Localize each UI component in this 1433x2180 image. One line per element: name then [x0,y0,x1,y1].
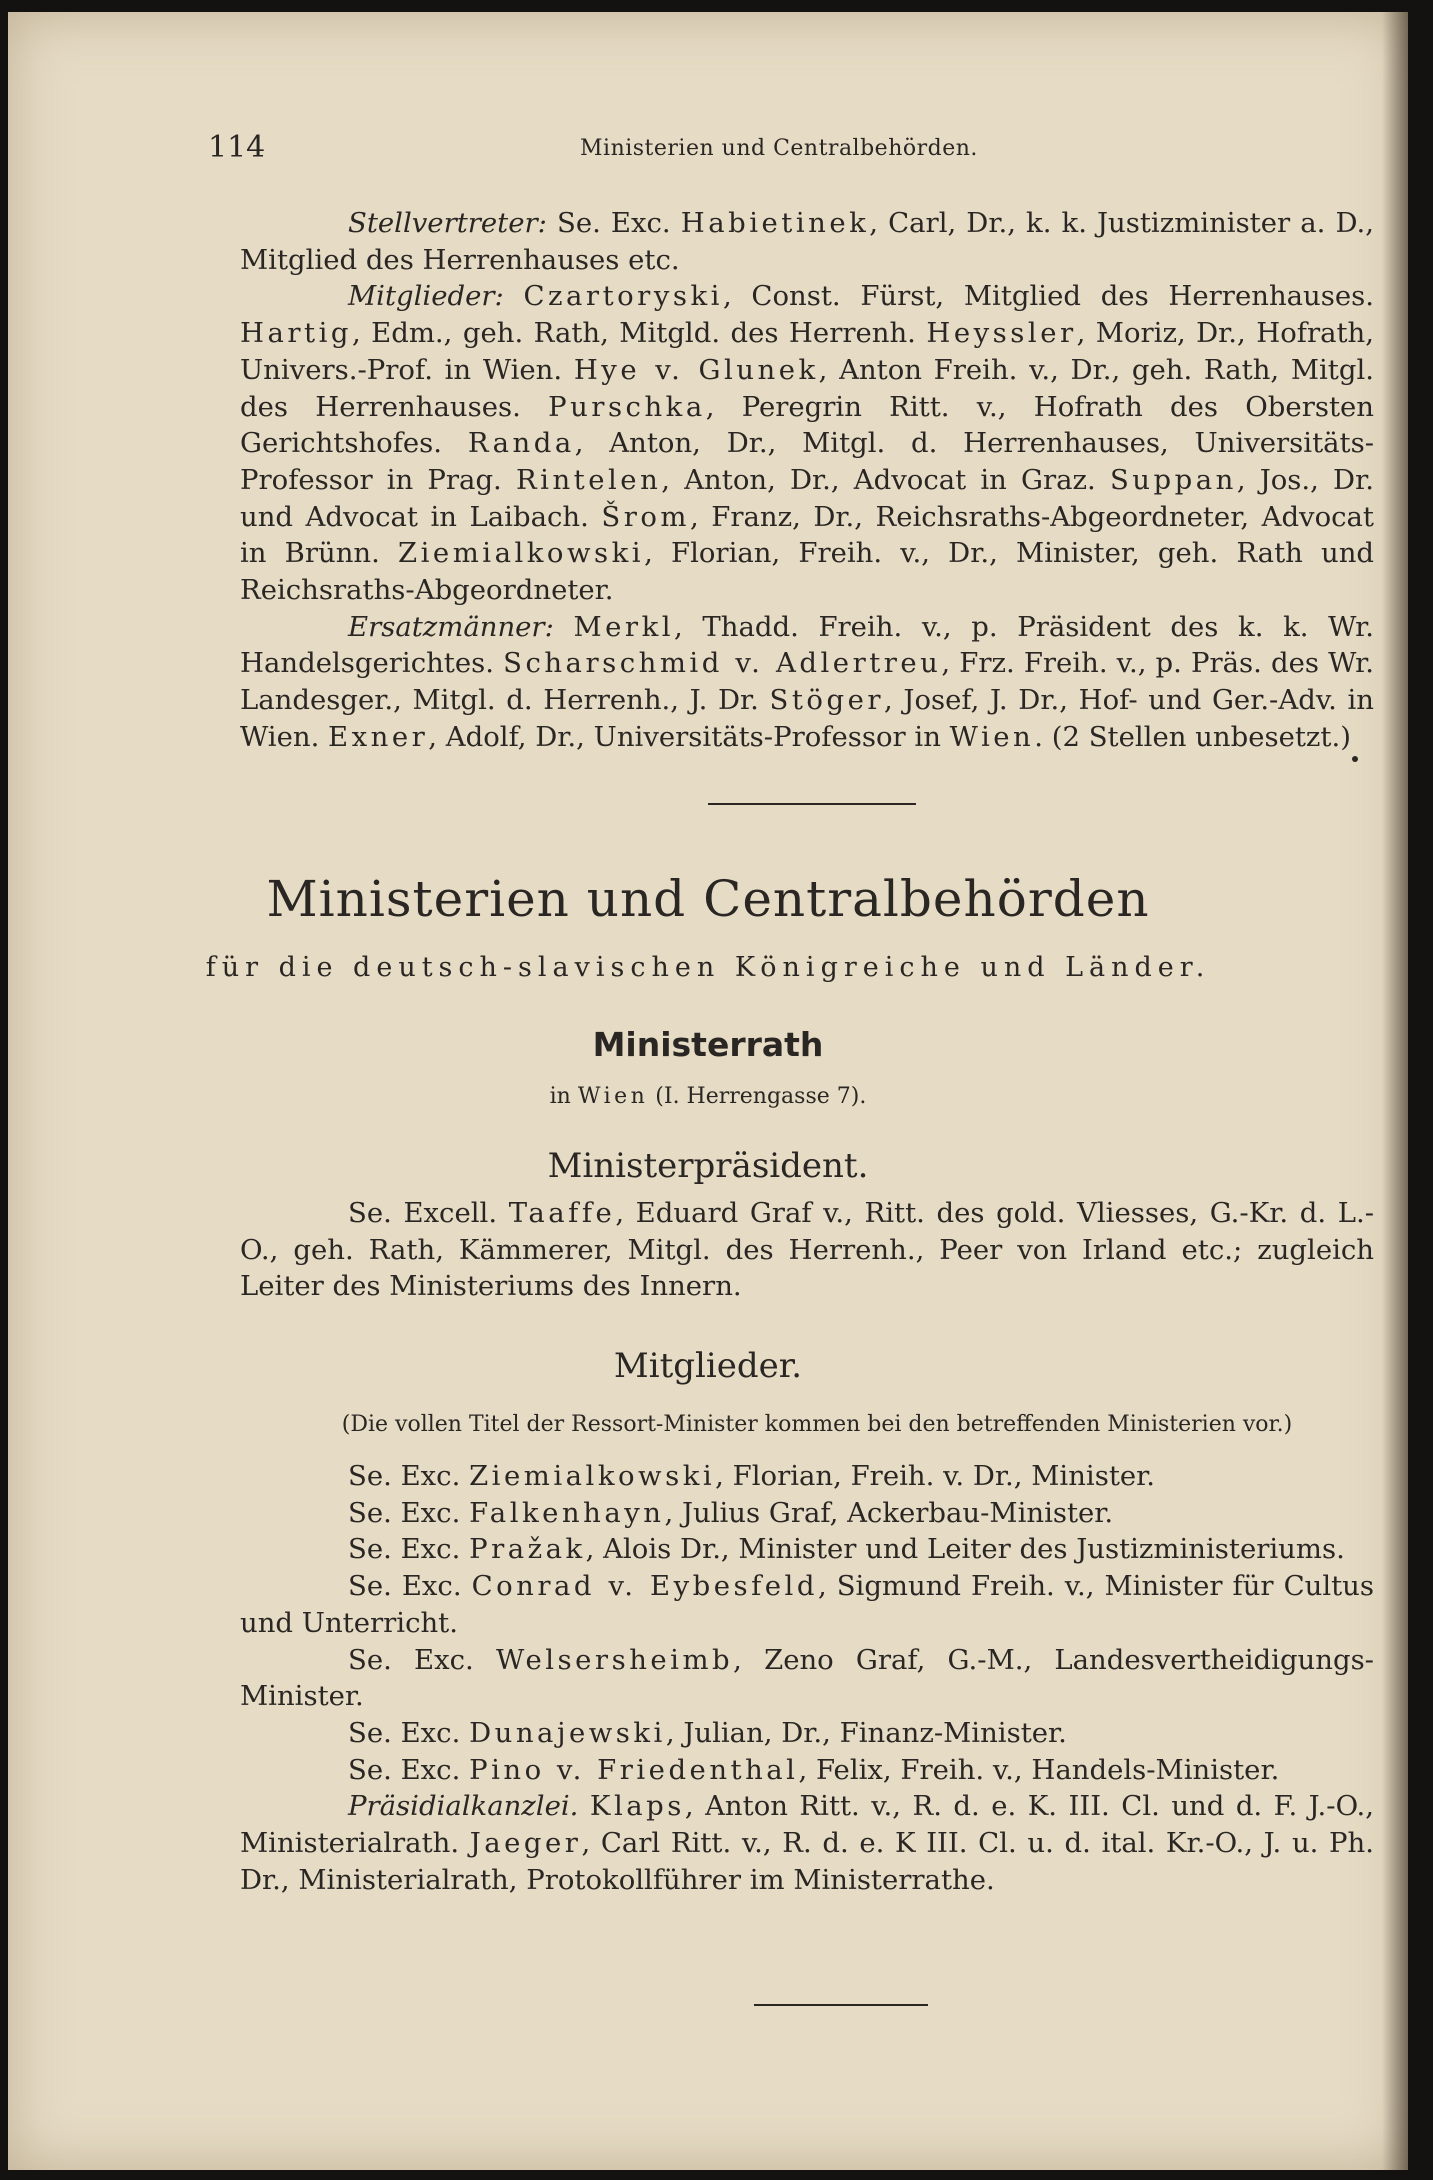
person-name: Conrad v. Eybesfeld [471,1570,818,1603]
text-segment: Se. Exc. [348,1643,496,1676]
text-segment: Se. Exc. [348,1460,470,1492]
text-segment: , Edm., geh. Rath, Mitgld. des Herrenh. [351,317,927,350]
member-entry [240,1752,1374,1789]
running-header [8,130,1408,170]
person-name: Scharschmid v. Adlertreu [503,647,942,680]
text-segment: , Frz. Freih. v., p. Präs. des Wr. Landesger., Mitgl. d. Herrenh., J. Dr. [240,647,1374,717]
text-segment: . (2 Stellen unbesetzt.) [1034,720,1351,753]
text-segment: , Sigmund Freih. v., Minister für Cultus und Unterricht. [240,1570,1374,1639]
text-segment: Se. Excell. [348,1197,509,1229]
text-segment: , Anton, Dr., Mitgl. d. Herrenhauses, Universitäts-Professor in Prag. [240,427,1374,496]
person-name: Heyssler [926,317,1077,350]
text-segment: , Eduard Graf v., Ritt. des gold. Vliesses, G.-Kr. d. L.-O., geh. Rath, Kämmerer, Mitgl. des Herrenh., Peer von Irland etc.; zugleich Leiter des Ministeriums des Innern. [240,1197,1374,1303]
text-segment: , Jos., Dr. und Advocat in Laibach. [240,463,1374,533]
text-segment: , Carl, Dr., k. k. Justizminister a. D., Mitglied des Herrenhauses etc. [240,207,1374,276]
place-name: Wien [949,720,1035,753]
ersatzmaenner-paragraph [240,609,1374,756]
person-name: Rintelen [515,463,662,496]
location-line [8,1084,1408,1109]
mitglieder-label: Mitglieder: [348,280,504,313]
section-divider [708,803,916,805]
person-name: Stöger [769,684,885,717]
person-name: Merkl [573,610,675,643]
running-title: Ministerien und Centralbehörden. [580,136,978,161]
person-name: Pražak [469,1533,586,1566]
person-name: Czartoryski [523,280,723,313]
person-name: Suppan [1109,463,1237,496]
text-segment: , Peregrin Ritt. v., Hofrath des Obersten Gerichtshofes. [240,390,1374,460]
ink-dot [1352,756,1358,762]
person-name: Purschka [548,390,706,423]
text-segment: Se. Exc. [348,1570,472,1603]
text-segment: , Josef, J. Dr., Hof- und Ger.-Adv. in Wien. [240,684,1374,753]
ersatzmaenner-label: Ersatzmänner: [348,610,554,643]
text-segment: (I. Herrengasse 7). [648,1084,867,1109]
text-segment: , Carl Ritt. v., R. d. e. K III. Cl. u. d. ital. Kr.-O., J. u. Ph. Dr., Ministerialrath, Protokollführer im Ministerrathe. [240,1827,1375,1896]
person-name: Randa [467,427,575,460]
person-name: Hartig [240,317,352,350]
ministerpraesident-block [240,1195,1374,1305]
mitglieder-note: (Die vollen Titel der Ressort-Minister kommen bei den betreffenden Ministerien vor.) [341,1412,1293,1437]
text-segment: Se. Exc. [348,1496,470,1529]
text-segment: , Const. Fürst, Mitglied des Herrenhauses. [722,280,1374,313]
text-segment: Se. Exc. [348,1533,470,1566]
text-segment: , Julian, Dr., Finanz-Minister. [665,1716,1067,1749]
member-entry [240,1531,1374,1568]
text-segment: , Florian, Freih. v. Dr., Minister. [715,1460,1156,1492]
top-section [240,205,1374,756]
praesidialkanzlei-label: Präsidialkanzlei. [348,1790,579,1823]
end-divider [754,2004,928,2006]
page-number: 114 [208,130,266,165]
stellvertreter-paragraph [240,205,1374,278]
person-name: Falkenhayn [469,1496,665,1529]
mitglieder-title: Mitglieder. [613,1346,803,1386]
text-segment: Se. Exc. [546,207,681,239]
text-segment: , Franz, Dr., Reichsraths-Abgeordneter, Advocat in Brünn. [240,500,1374,570]
section-title: Ministerrath [592,1025,824,1064]
text-segment: , Moriz, Dr., Hofrath, Univers.-Prof. in Wien. [240,317,1374,386]
ministerpraesident-paragraph [240,1195,1374,1305]
place-name: Wien [577,1084,649,1109]
mitglieder-paragraph [240,278,1374,608]
sub-heading: für die deutsch-slavischen Königreiche und Länder. [205,952,1211,983]
ministerpraesident-title: Ministerpräsident. [547,1146,869,1186]
mitglieder-block [240,1458,1374,1898]
person-name: Pino v. Friedenthal [469,1753,799,1786]
text-segment: , Alois Dr., Minister und Leiter des Justizministeriums. [585,1533,1345,1566]
text-segment: Se. Exc. [348,1753,470,1786]
member-entry [240,1642,1374,1715]
person-name: Habietinek [680,207,870,239]
person-name: Welsersheimb [495,1643,734,1676]
praesidialkanzlei-paragraph [240,1788,1374,1898]
person-name: Taaffe [508,1197,616,1229]
person-name: Ziemialkowski [398,537,645,570]
text-segment: , Felix, Freih. v., Handels-Minister. [798,1753,1280,1786]
text-segment: , Anton, Dr., Advocat in Graz. [661,463,1110,496]
person-name: Jaeger [469,1827,582,1860]
text-segment: , Zeno Graf, G.-M., Landesvertheidigungs-Minister. [240,1643,1374,1713]
member-entry [240,1495,1374,1532]
document-page [8,12,1408,2170]
member-entry [240,1458,1374,1495]
member-entry [240,1715,1374,1752]
person-name: Ziemialkowski [469,1460,716,1492]
text-segment: , Adolf, Dr., Universitäts-Professor in [428,720,950,753]
text-segment: in [549,1084,578,1109]
person-name: Dunajewski [469,1716,666,1749]
person-name: Šrom [601,500,690,533]
person-name: Klaps [589,1790,685,1823]
main-heading: Ministerien und Centralbehörden [266,870,1150,928]
member-entry [240,1568,1374,1641]
text-segment: Se. Exc. [348,1716,470,1749]
text-segment: , Thadd. Freih. v., p. Präsident des k. k. Wr. Handelsgerichtes. [240,610,1375,680]
person-name: Hye v. Glunek [573,353,819,386]
person-name: Exner [328,720,429,753]
text-segment: , Anton Ritt. v., R. d. e. K. III. Cl. und d. F. J.-O., Ministerialrath. [240,1790,1374,1860]
text-segment: , Anton Freih. v., Dr., geh. Rath, Mitgl. des Herrenhauses. [240,353,1375,423]
text-segment: , Julius Graf, Ackerbau-Minister. [664,1496,1114,1529]
text-segment: , Florian, Freih. v., Dr., Minister, geh. Rath und Reichsraths-Abgeordneter. [240,537,1375,607]
stellvertreter-label: Stellvertreter: [348,207,547,239]
